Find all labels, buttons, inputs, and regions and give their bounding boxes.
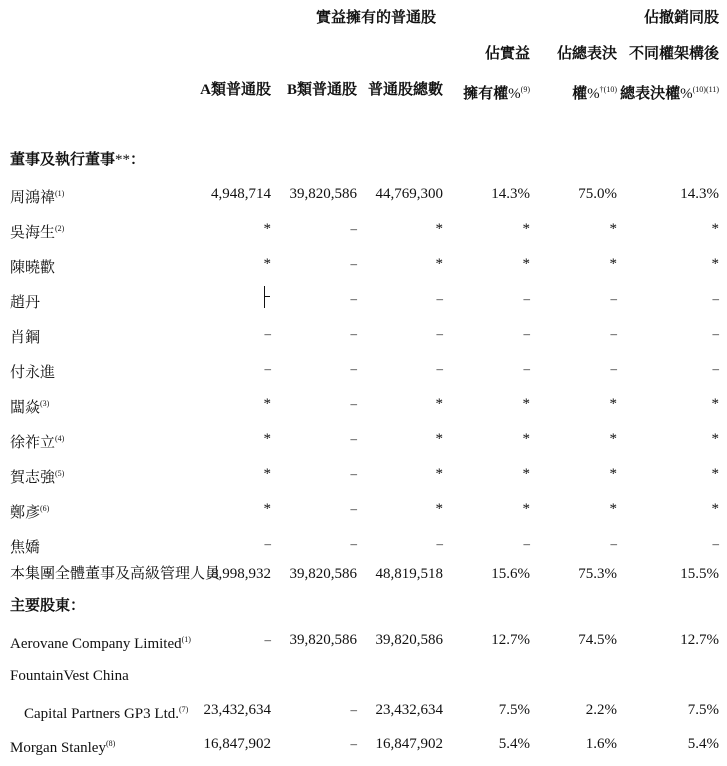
table-row: Aerovane Company Limited$^{(1)}$ – 39,820,586 39,820,586 12.7% 74.5% 12.7% [10,632,719,652]
header-col-total: 普通股總數 [367,82,443,98]
header-right-group-label: 佔撤銷同股 [643,10,719,26]
table-row: 肖鋼 – – – – – – [10,326,719,346]
table-row: 吳海生$^{(2)}$ * – * * * * [10,221,719,241]
header-vote-line1: 佔總表決 [556,46,617,62]
table-row: 鄭彥$^{(6)}$ * – * * * * [10,501,719,521]
header-diluted-line1: 不同權架構後 [628,46,719,62]
table-row: Capital Partners GP3 Ltd.$^{(7)}$ 23,432,634 – 23,432,634 7.5% 2.2% 7.5% [24,702,719,722]
text-cursor-tick [264,296,270,297]
table-row: 賀志強$^{(5)}$ * – * * * * [10,466,719,486]
directors-section-title: 董事及執行董事**： [10,152,146,168]
header-group-label: 實益擁有的普通股 [316,10,437,26]
text-cursor [264,286,265,308]
header-diluted-line2: 總表決權%$^{(10)(11)}$ [620,85,719,102]
table-row-label-line1: FountainVest China [10,668,129,684]
table-row: 徐祚立$^{(4)}$ * – * * * * [10,431,719,451]
header-col-b: B類普通股 [286,82,357,98]
header-col-a: A類普通股 [200,82,271,98]
header-vote-line2: 權%$^{\dagger(10)}$ [572,85,617,102]
group-total-row: 本集團全體董事及高級管理人員 8,998,932 39,820,586 48,819,518 15.6% 75.3% 15.5% [10,566,719,582]
table-row: 陳曉歡 * – * * * * [10,256,719,276]
header-pct-line2: 擁有權%$^{(9)}$ [463,85,530,102]
header-pct-line1: 佔實益 [484,46,530,62]
table-row: 趙丹 – – – – – [10,291,719,311]
table-row: 焦嬌 – – – – – – [10,536,719,556]
shareholders-section-title: 主要股東： [10,598,86,614]
table-row: 付永進 – – – – – – [10,361,719,381]
table-row: 周鴻禕$^{(1)}$ 4,948,714 39,820,586 44,769,300 14.3% 75.0% 14.3% [10,186,719,206]
table-row: Morgan Stanley$^{(8)}$ 16,847,902 – 16,847,902 5.4% 1.6% 5.4% [10,736,719,756]
table-row: 闆焱$^{(3)}$ * – * * * * [10,396,719,416]
